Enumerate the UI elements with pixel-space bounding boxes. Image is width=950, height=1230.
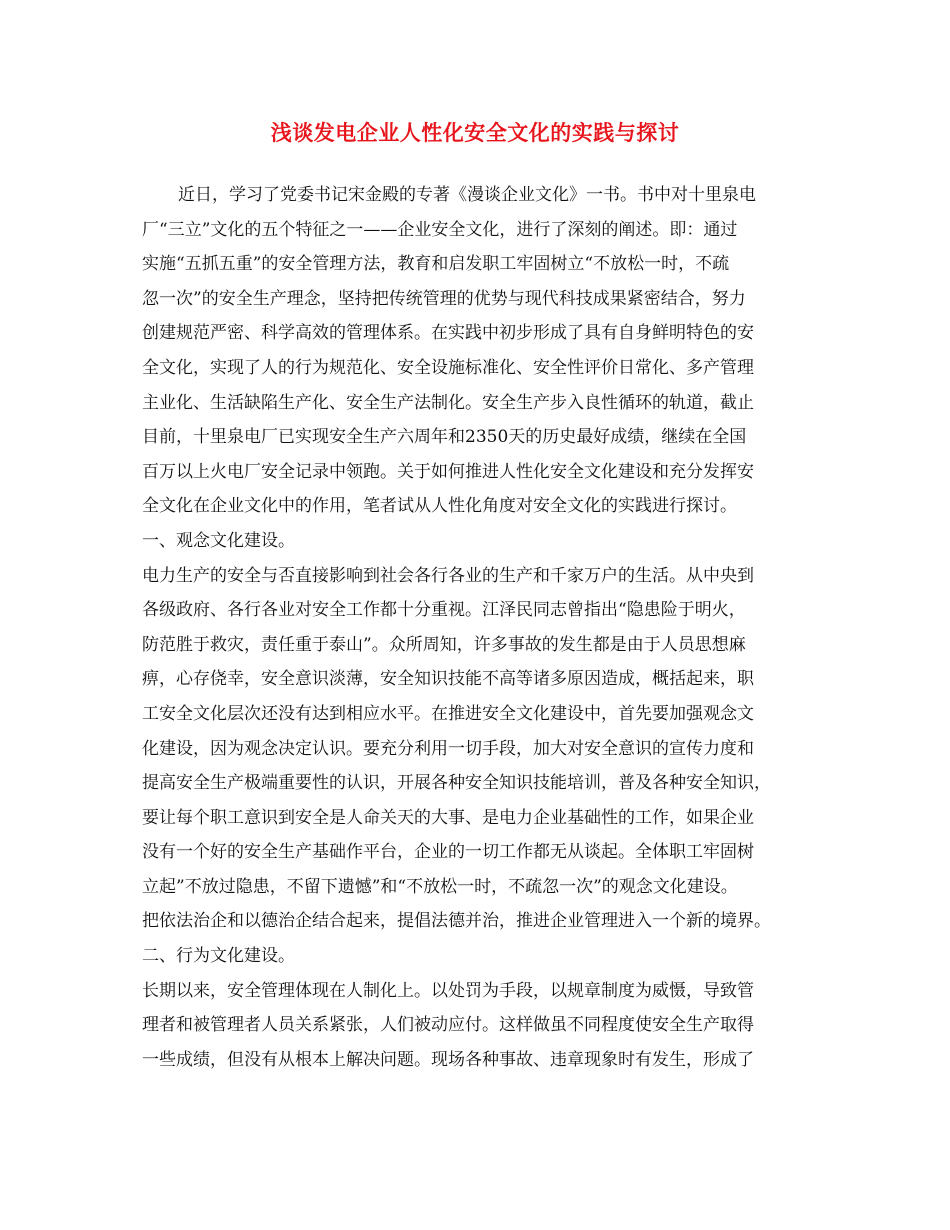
document-title: 浅谈发电企业人性化安全文化的实践与探讨 [270,120,680,145]
paragraph-line: 百万以上火电厂安全记录中领跑。关于如何推进人性化安全文化建设和充分发挥安 [142,461,754,482]
paragraph-line: 创建规范严密、科学高效的管理体系。在实践中初步形成了具有自身鲜明特色的安 [142,323,754,344]
paragraph-line: 电力生产的安全与否直接影响到社会各行各业的生产和千家万户的生活。从中央到 [142,565,754,586]
section-heading: 二、行为文化建设。 [142,946,295,967]
paragraph-line: 近日，学习了党委书记宋金殿的专著《漫谈企业文化》一书。书中对十里泉电 [178,185,756,205]
paragraph-line: 痹，心存侥幸，安全意识淡薄，安全知识技能不高等诸多原因造成，概括起来，职 [142,669,754,690]
paragraph-line: 主业化、生活缺陷生产化、安全生产法制化。安全生产步入良性循环的轨道，截止 [142,392,754,413]
paragraph-line: 立起”不放过隐患，不留下遗憾”和“不放松一时，不疏忽一次”的观念文化建设。 [142,876,738,897]
paragraph-line: 实施“五抓五重”的安全管理方法，教育和启发职工牢固树立“不放松一时，不疏 [142,254,730,275]
paragraph-line: 目前，十里泉电厂已实现安全生产六周年和2350天的历史最好成绩，继续在全国 [142,427,747,448]
paragraph-line: 要让每个职工意识到安全是人命关天的大事、是电力企业基础性的工作，如果企业 [142,807,754,828]
paragraph-line: 理者和被管理者人员关系紧张，人们被动应付。这样做虽不同程度使安全生产取得 [142,1015,754,1036]
paragraph-line: 忽一次”的安全生产理念，坚持把传统管理的优势与现代科技成果紧密结合，努力 [142,288,746,309]
paragraph-line: 提高安全生产极端重要性的认识，开展各种安全知识技能培训，普及各种安全知识， [142,773,771,794]
paragraph-line: 工安全文化层次还没有达到相应水平。在推进安全文化建设中，首先要加强观念文 [142,703,754,724]
paragraph-line: 一些成绩，但没有从根本上解决问题。现场各种事故、违章现象时有发生，形成了 [142,1049,754,1070]
paragraph-line: 全文化在企业文化中的作用，笔者试从人性化角度对安全文化的实践进行探讨。 [142,496,737,517]
paragraph-line: 没有一个好的安全生产基础作平台，企业的一切工作都无从谈起。全体职工牢固树 [142,842,754,863]
paragraph-line: 化建设，因为观念决定认识。要充分利用一切手段，加大对安全意识的宣传力度和 [142,738,754,759]
paragraph-line: 长期以来，安全管理体现在人制化上。以处罚为手段，以规章制度为威慑，导致管 [142,980,754,1001]
paragraph-line: 防范胜于救灾，责任重于泰山”。众所周知，许多事故的发生都是由于人员思想麻 [142,634,746,655]
paragraph-line: 厂“三立”文化的五个特征之一——企业安全文化，进行了深刻的阐述。即：通过 [142,219,738,240]
paragraph-line: 全文化，实现了人的行为规范化、安全设施标准化、安全性评价日常化、多产管理 [142,357,754,378]
section-heading: 一、观念文化建设。 [142,530,295,551]
paragraph-line: 各级政府、各行各业对安全工作都十分重视。江泽民同志曾指出“隐患险于明火， [142,600,746,621]
paragraph-line: 把依法治企和以德治企结合起来，提倡法德并治，推进企业管理进入一个新的境界。 [142,911,771,932]
document-body [142,178,830,1077]
